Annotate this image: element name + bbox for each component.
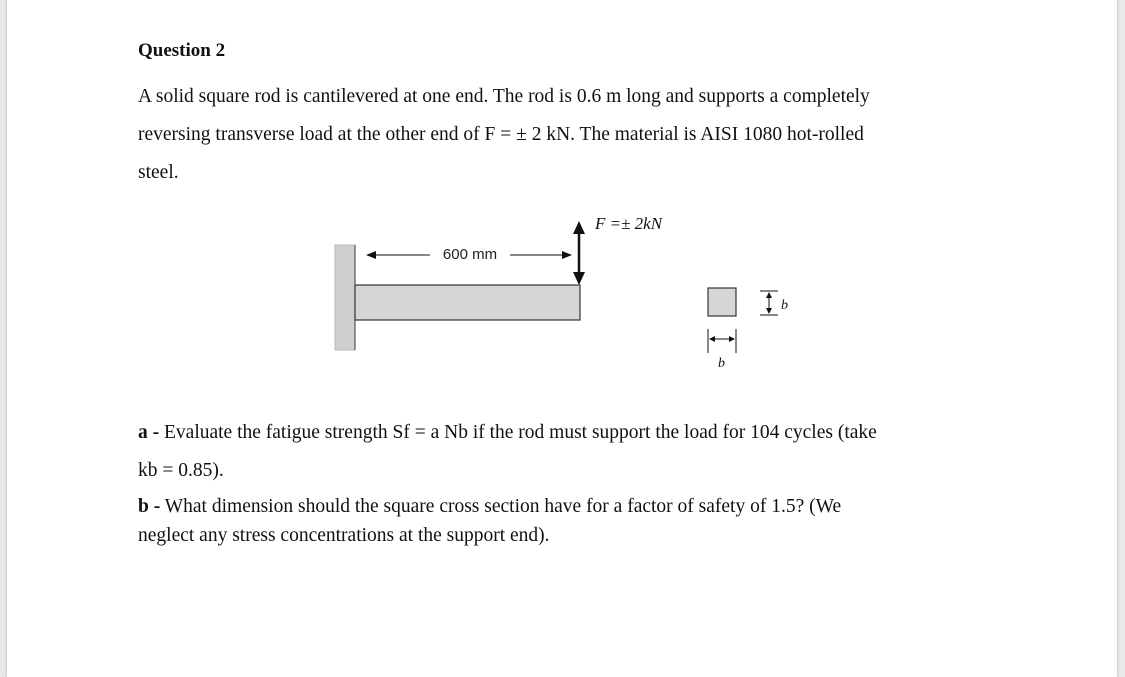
- document-page: [7, 0, 1117, 677]
- part-a-line-2: kb = 0.85).: [138, 460, 224, 481]
- vertical-dim-label: b: [781, 298, 788, 313]
- cantilever-figure: [327, 205, 807, 380]
- vertical-dim-arrow-up: [766, 292, 772, 298]
- intro-line-1: A solid square rod is cantilevered at one end. The rod is 0.6 m long and supports a completely: [138, 86, 870, 107]
- part-b-line-1: [138, 496, 841, 518]
- rod-beam: [355, 285, 580, 320]
- force-arrow-down: [573, 272, 585, 285]
- horizontal-dim-label: b: [718, 356, 725, 371]
- cross-section-square: [708, 288, 736, 316]
- force-arrow-up: [573, 221, 585, 234]
- part-b-text-1: What dimension should the square cross section have for a factor of safety of 1.5? (We: [164, 496, 842, 517]
- part-b-label: b -: [138, 496, 161, 517]
- part-a-text-1: Evaluate the fatigue strength Sf = a Nb if the rod must support the load for 104 cycles (take: [164, 422, 877, 443]
- part-a-label: a -: [138, 422, 160, 443]
- wall-support: [335, 245, 355, 350]
- vertical-dim-arrow-down: [766, 308, 772, 314]
- question-title: Question 2: [138, 40, 226, 61]
- intro-line-3: steel.: [138, 162, 179, 183]
- force-label: F =± 2kN: [595, 214, 663, 233]
- horizontal-dim-arrow-left: [709, 336, 715, 342]
- horizontal-dim-arrow-right: [729, 336, 735, 342]
- intro-line-2: reversing transverse load at the other end of F = ± 2 kN. The material is AISI 1080 hot-rolled: [138, 124, 864, 145]
- length-label: 600 mm: [442, 246, 498, 263]
- part-b-line-2: neglect any stress concentrations at the support end).: [138, 525, 550, 546]
- part-a-line-1: [138, 422, 877, 444]
- cantilever-diagram: [327, 205, 807, 380]
